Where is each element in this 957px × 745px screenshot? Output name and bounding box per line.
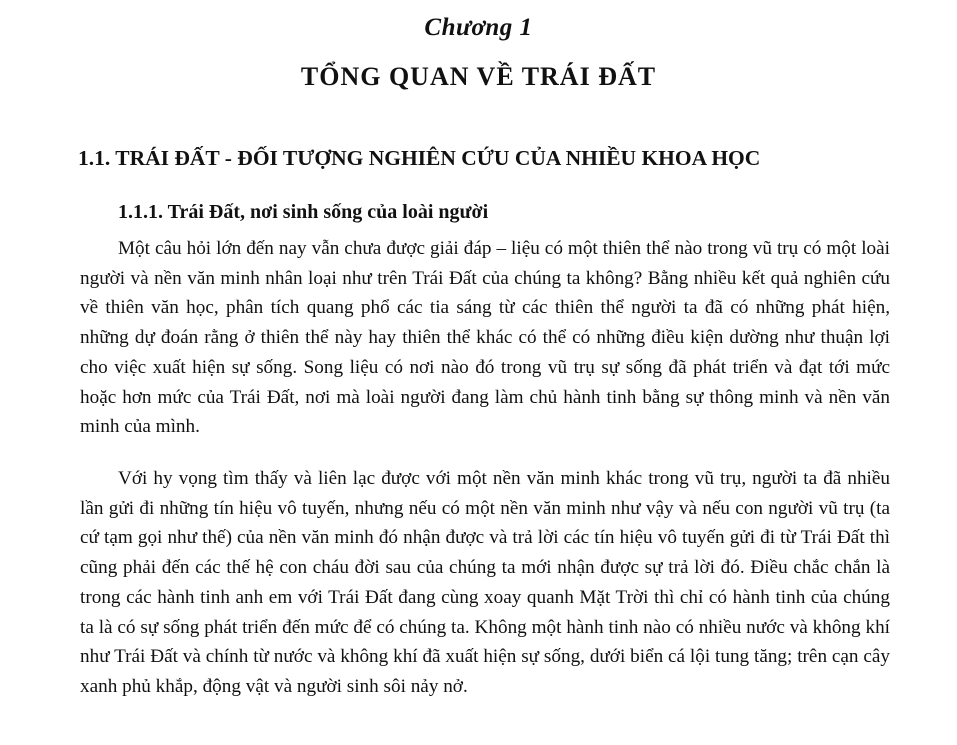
- chapter-title: TỔNG QUAN VỀ TRÁI ĐẤT: [300, 62, 657, 91]
- section-heading: 1.1. TRÁI ĐẤT - ĐỐI TƯỢNG NGHIÊN CỨU CỦA NHIỀU KHOA HỌC: [78, 146, 761, 170]
- body-paragraph: Một câu hỏi lớn đến nay vẫn chưa được giải đáp – liệu có một thiên thể nào trong vũ trụ có một loài người và nền văn minh nhân loại như trên Trái Đất của chúng ta không? Bằng nhiều kết quả nghiên cứu về thiên văn học, phân tích quang phổ các tia sáng từ các thiên thể người ta đã có những phát hiện, những dự đoán rằng ở thiên thể này hay thiên thể khác có thể có những điều kiện dường như thuận lợi cho việc xuất hiện sự sống. Song liệu có nơi nào đó trong vũ trụ sự sống đã phát triển và đạt tới mức hoặc hơn mức của Trái Đất, nơi mà loài người đang làm chủ hành tinh bằng sự thông minh và nền văn minh của mình.: [80, 238, 890, 438]
- body-paragraph: Với hy vọng tìm thấy và liên lạc được với một nền văn minh khác trong vũ trụ, người ta đã nhiều lần gửi đi những tín hiệu vô tuyến, nhưng nếu có một nền văn minh như vậy và nếu con người vũ trụ (ta cứ tạm gọi như thế) của nền văn minh đó nhận được và trả lời các tín hiệu vô tuyến gửi đi từ Trái Đất thì cũng phải đến các thế hệ con cháu đời sau của chúng ta mới nhận được sự trả lời đó. Điều chắc chắn là trong các hành tinh anh em với Trái Đất đang cùng xoay quanh Mặt Trời thì chỉ có hành tinh của chúng ta là có sự sống phát triển đến mức để có chúng ta. Không một hành tinh nào có nhiều nước và không khí như Trái Đất và chính từ nước và không khí đã xuất hiện sự sống, dưới biển cá lội tung tăng; trên cạn cây xanh phủ khắp, động vật và người sinh sôi nảy nở.: [80, 468, 890, 697]
- subsection-heading: 1.1.1. Trái Đất, nơi sinh sống của loài người: [118, 201, 489, 223]
- chapter-label: Chương 1: [424, 14, 533, 41]
